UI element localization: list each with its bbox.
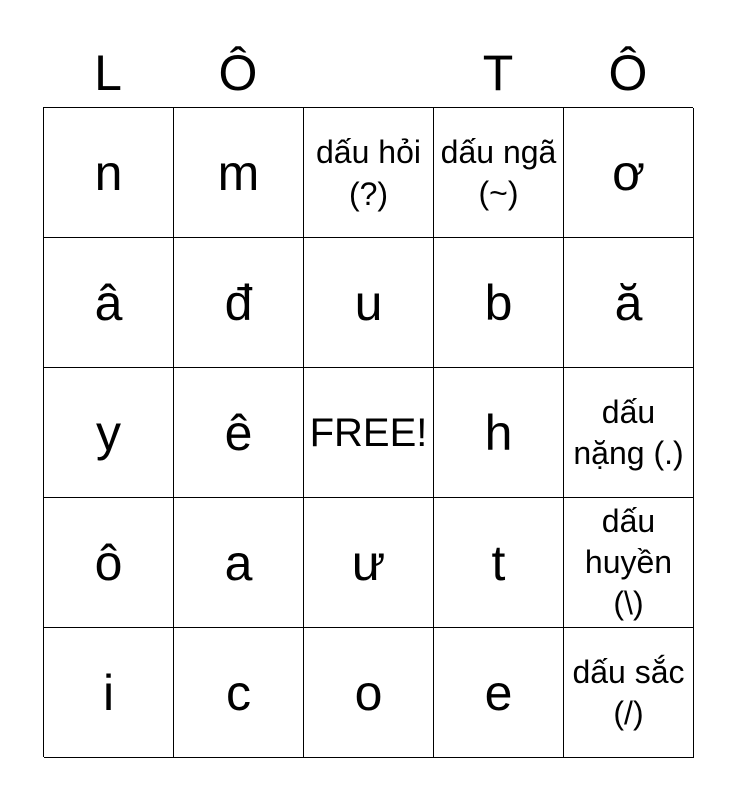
bingo-cell[interactable]: â bbox=[44, 238, 174, 368]
bingo-cell[interactable]: dấu nặng (.) bbox=[564, 368, 694, 498]
bingo-cell[interactable]: c bbox=[174, 628, 304, 758]
header-letter-5: Ô bbox=[608, 45, 648, 101]
bingo-cell[interactable]: t bbox=[434, 498, 564, 628]
bingo-cell[interactable]: i bbox=[44, 628, 174, 758]
bingo-cell[interactable]: ô bbox=[44, 498, 174, 628]
header-letter-2: Ô bbox=[218, 45, 258, 101]
header-letter-1: L bbox=[94, 45, 122, 101]
bingo-cell[interactable]: a bbox=[174, 498, 304, 628]
free-space-cell[interactable]: FREE! bbox=[304, 368, 434, 498]
bingo-cell[interactable]: n bbox=[44, 108, 174, 238]
bingo-cell[interactable]: ơ bbox=[564, 108, 694, 238]
bingo-cell[interactable]: e bbox=[434, 628, 564, 758]
bingo-cell[interactable]: đ bbox=[174, 238, 304, 368]
bingo-cell[interactable]: ă bbox=[564, 238, 694, 368]
bingo-header bbox=[43, 40, 693, 106]
bingo-cell[interactable]: b bbox=[434, 238, 564, 368]
bingo-cell[interactable]: dấu ngã (~) bbox=[434, 108, 564, 238]
bingo-cell[interactable]: ư bbox=[304, 498, 434, 628]
bingo-cell[interactable]: dấu huyền (\) bbox=[564, 498, 694, 628]
header-letter-3 bbox=[303, 40, 433, 106]
bingo-cell[interactable]: dấu hỏi (?) bbox=[304, 108, 434, 238]
bingo-board bbox=[43, 107, 693, 757]
header-letter-4: T bbox=[482, 45, 514, 101]
bingo-cell[interactable]: u bbox=[304, 238, 434, 368]
bingo-cell[interactable]: m bbox=[174, 108, 304, 238]
bingo-cell[interactable]: y bbox=[44, 368, 174, 498]
bingo-cell[interactable]: o bbox=[304, 628, 434, 758]
bingo-cell[interactable]: h bbox=[434, 368, 564, 498]
bingo-cell[interactable]: ê bbox=[174, 368, 304, 498]
bingo-cell[interactable]: dấu sắc (/) bbox=[564, 628, 694, 758]
